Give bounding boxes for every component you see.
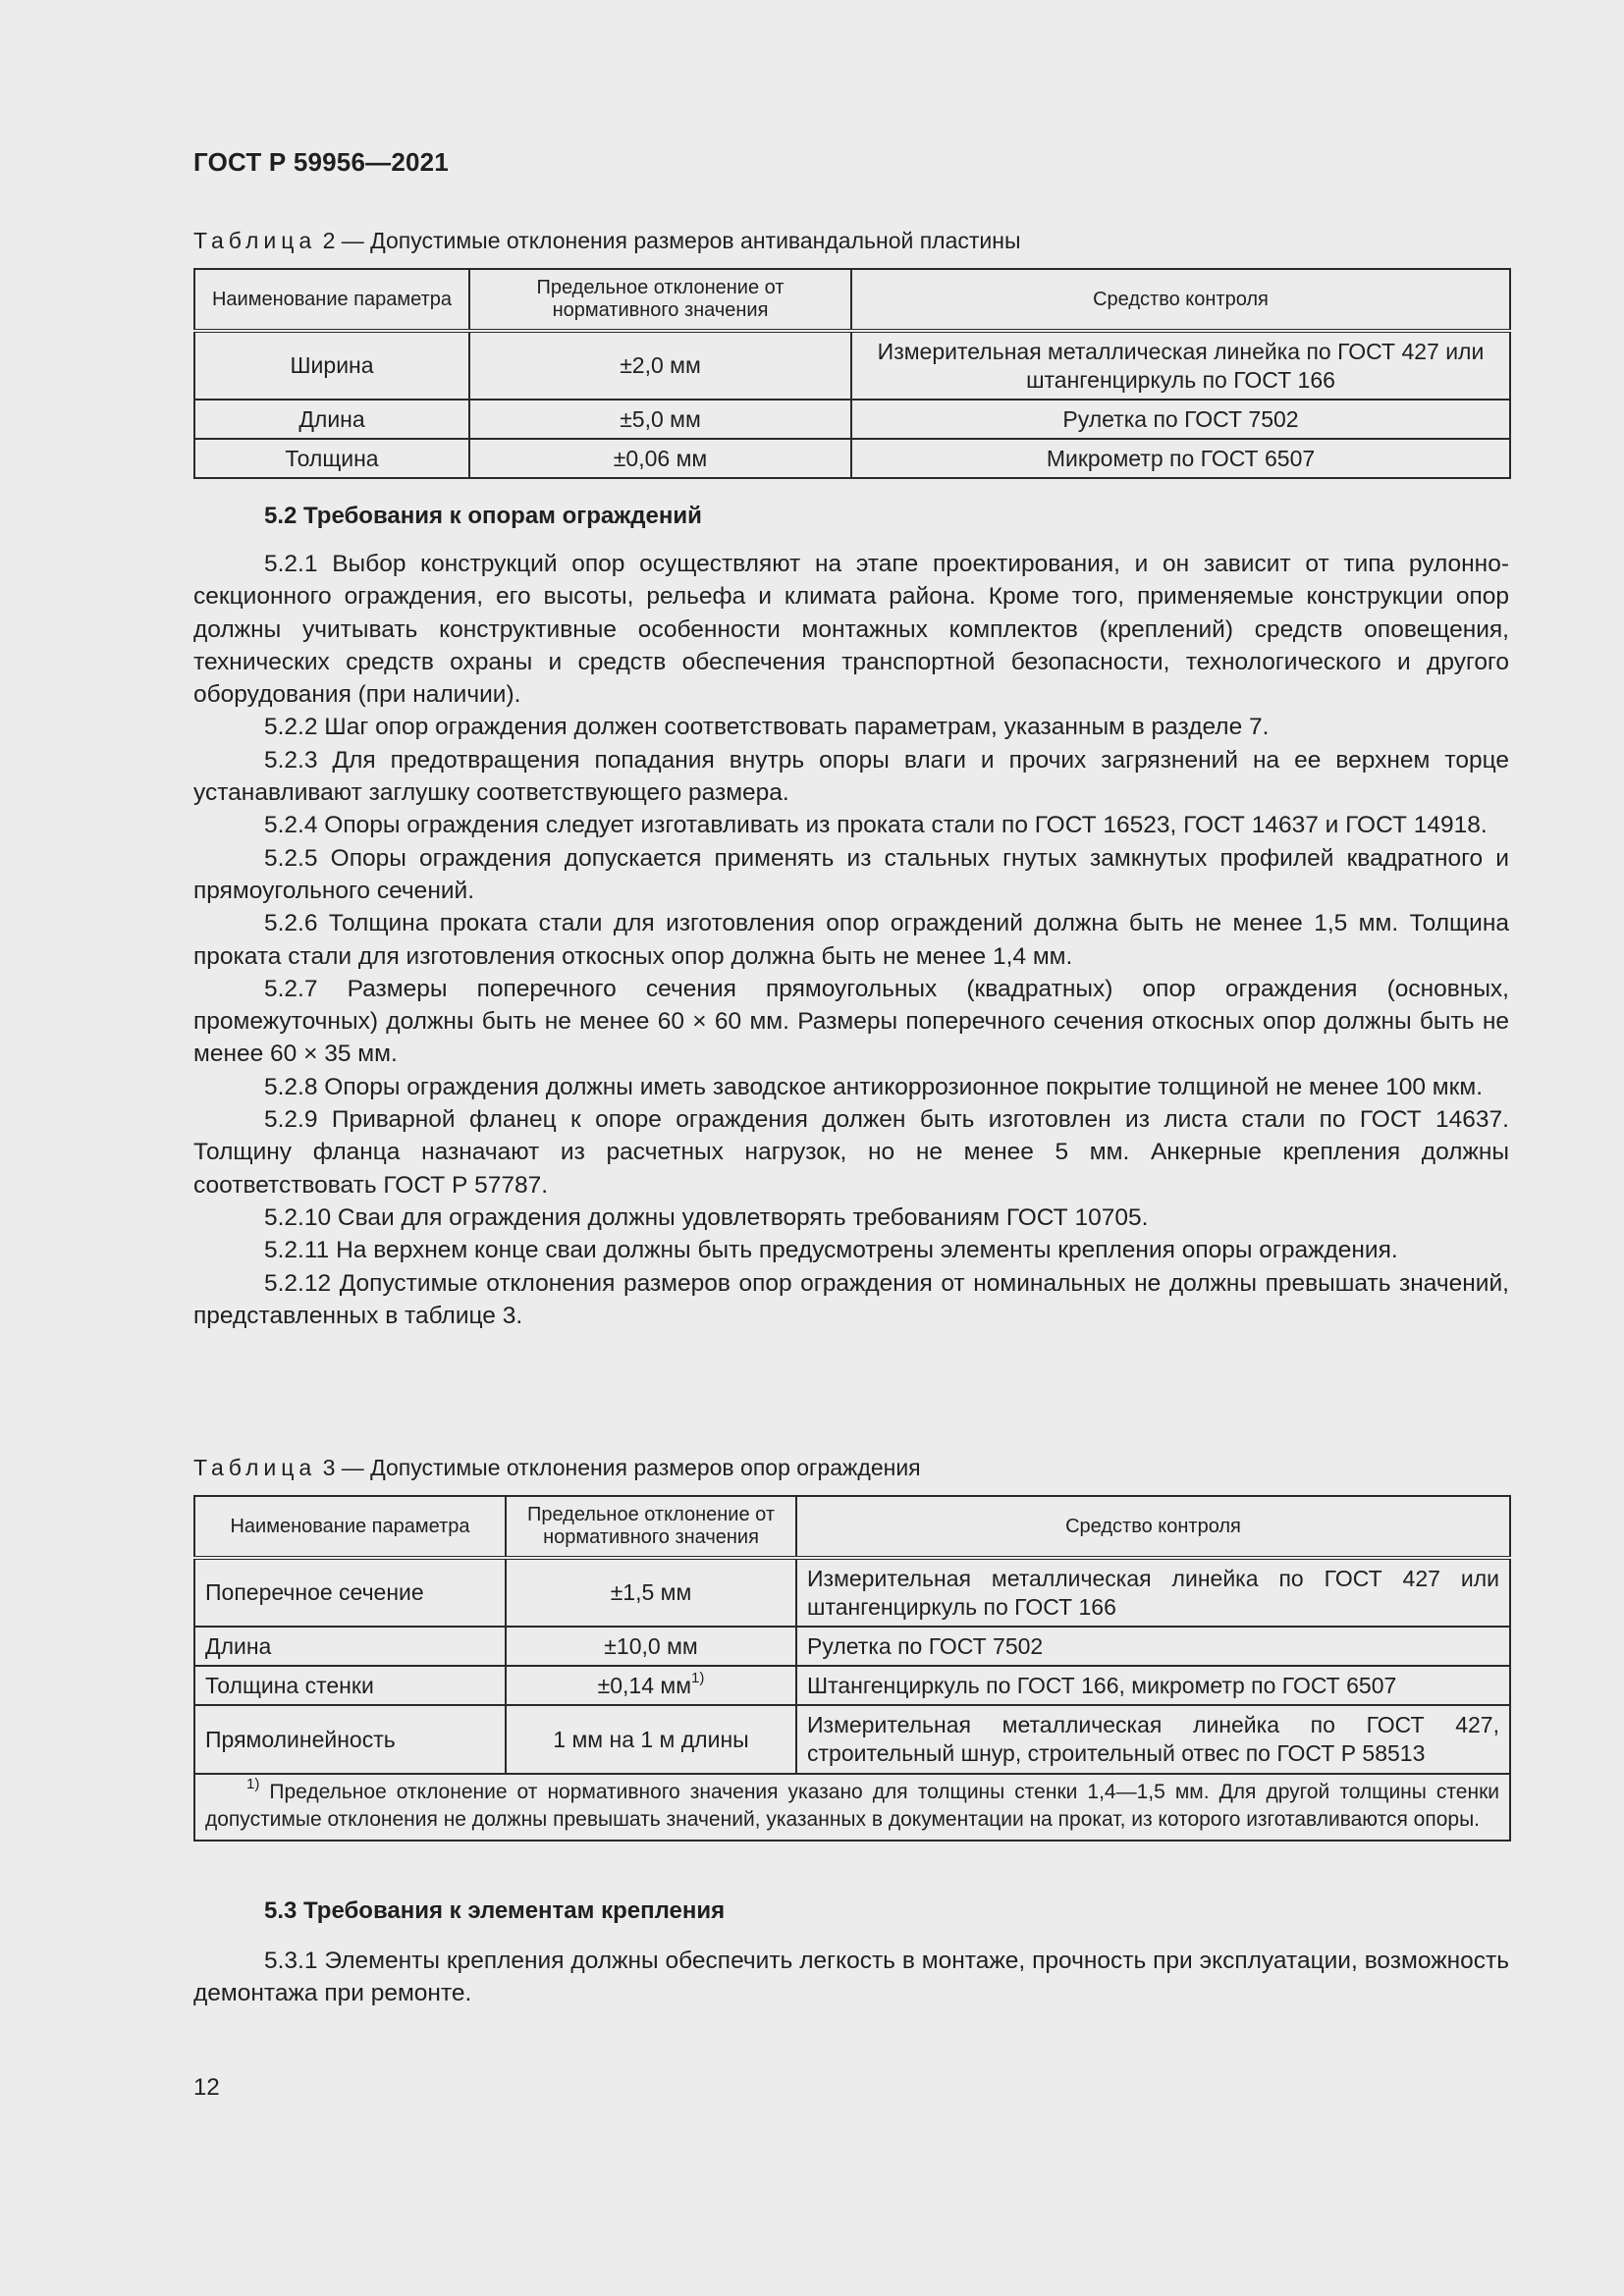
table3-header-param: Наименование параметра <box>194 1496 506 1558</box>
table2-cell: ±2,0 мм <box>469 331 851 400</box>
table3-header-control: Средство контроля <box>796 1496 1510 1558</box>
paragraph: 5.2.4 Опоры ограждения следует изготавливать из проката стали по ГОСТ 16523, ГОСТ 14637 и ГОСТ 14918. <box>264 812 1488 839</box>
table3-caption-text: 3 — Допустимые отклонения размеров опор ограждения <box>316 1455 921 1480</box>
section-5-2-heading: 5.2 Требования к опорам ограждений <box>264 503 702 529</box>
table2-caption-text: 2 — Допустимые отклонения размеров антивандальной пластины <box>316 228 1021 253</box>
page-number: 12 <box>193 2074 220 2101</box>
table2-cell: Микрометр по ГОСТ 6507 <box>851 439 1510 478</box>
table2-cell: ±5,0 мм <box>469 400 851 439</box>
table-row <box>194 439 1510 478</box>
table3-footnote <box>194 1774 1510 1841</box>
table2 <box>193 268 1511 479</box>
table3-cell: ±10,0 мм <box>506 1627 796 1666</box>
paragraph: 5.2.11 На верхнем конце сваи должны быть предусмотрены элементы крепления опоры ограждения. <box>264 1237 1398 1264</box>
table3-cell: Длина <box>194 1627 506 1666</box>
table2-header-param: Наименование параметра <box>194 269 469 331</box>
table3-cell: Прямолинейность <box>194 1705 506 1774</box>
table2-cell: ±0,06 мм <box>469 439 851 478</box>
table3-caption-prefix: Таблица <box>193 1455 317 1480</box>
table2-cell: Длина <box>194 400 469 439</box>
table2-header-control: Средство контроля <box>851 269 1510 331</box>
section-5-2-body <box>193 548 1509 1332</box>
table2-caption-prefix: Таблица <box>193 228 317 253</box>
table3-cell: Рулетка по ГОСТ 7502 <box>796 1627 1510 1666</box>
paragraph: 5.2.12 Допустимые отклонения размеров опор ограждения от номинальных не должны превышать значений, представленных в таблице 3. <box>193 1269 1509 1329</box>
table2-cell: Ширина <box>194 331 469 400</box>
table-row <box>194 1666 1510 1705</box>
paragraph: 5.2.5 Опоры ограждения допускается применять из стальных гнутых замкнутых профилей квадратного и прямоугольного сечений. <box>193 844 1509 904</box>
table-footnote-row <box>194 1774 1510 1841</box>
document-code: ГОСТ Р 59956—2021 <box>193 147 449 177</box>
section-5-3-heading: 5.3 Требования к элементам крепления <box>264 1897 726 1924</box>
table3-header-deviation: Предельное отклонение от нормативного значения <box>506 1496 796 1558</box>
table-row <box>194 1627 1510 1666</box>
table3-caption <box>193 1455 921 1481</box>
table-row <box>194 1558 1510 1627</box>
paragraph: 5.2.2 Шаг опор ограждения должен соответствовать параметрам, указанным в разделе 7. <box>264 714 1270 741</box>
table-row <box>194 400 1510 439</box>
section-5-3-body <box>193 1945 1509 2010</box>
table3 <box>193 1495 1511 1842</box>
table-row <box>194 331 1510 400</box>
paragraph: 5.2.8 Опоры ограждения должны иметь заводское антикоррозионное покрытие толщиной не менее 100 мкм. <box>264 1073 1484 1100</box>
table3-cell: ±1,5 мм <box>506 1558 796 1627</box>
table3-cell: Поперечное сечение <box>194 1558 506 1627</box>
table3-cell <box>506 1666 796 1705</box>
table2-cell: Измерительная металлическая линейка по ГОСТ 427 или штангенциркуль по ГОСТ 166 <box>851 331 1510 400</box>
paragraph: 5.2.3 Для предотвращения попадания внутрь опоры влаги и прочих загрязнений на ее верхнем торце устанавливают заглушку соответствующего размера. <box>193 746 1509 807</box>
paragraph: 5.2.7 Размеры поперечного сечения прямоугольных (квадратных) опор ограждения (основных, промежуточных) должны быть не менее 60 × 60 мм. Размеры поперечного сечения откосных опор должны быть не менее 60 × 35 мм. <box>193 975 1509 1068</box>
table-row <box>194 1705 1510 1774</box>
footnote-ref: 1) <box>691 1669 705 1686</box>
table3-cell: Толщина стенки <box>194 1666 506 1705</box>
paragraph: 5.2.10 Сваи для ограждения должны удовлетворять требованиям ГОСТ 10705. <box>264 1203 1149 1231</box>
table3-cell: Измерительная металлическая линейка по ГОСТ 427, строительный шнур, строительный отвес по ГОСТ Р 58513 <box>796 1705 1510 1774</box>
table2-cell: Рулетка по ГОСТ 7502 <box>851 400 1510 439</box>
paragraph: 5.3.1 Элементы крепления должны обеспечить легкость в монтаже, прочность при эксплуатации, возможность демонтажа при ремонте. <box>193 1948 1509 2007</box>
table2-header-deviation: Предельное отклонение от нормативного значения <box>469 269 851 331</box>
table3-cell: Измерительная металлическая линейка по ГОСТ 427 или штангенциркуль по ГОСТ 166 <box>796 1558 1510 1627</box>
table2-caption <box>193 228 1021 254</box>
paragraph: 5.2.6 Толщина проката стали для изготовления опор ограждений должна быть не менее 1,5 мм. Толщина проката стали для изготовления откосных опор должна быть не менее 1,4 мм. <box>193 910 1509 970</box>
paragraph: 5.2.9 Приварной фланец к опоре ограждения должен быть изготовлен из листа стали по ГОСТ 14637. Толщину фланца назначают из расчетных нагрузок, но не менее 5 мм. Анкерные крепления должны соответствовать ГОСТ Р 57787. <box>193 1106 1509 1199</box>
table2-cell: Толщина <box>194 439 469 478</box>
document-page <box>193 0 1509 2296</box>
table3-cell: 1 мм на 1 м длины <box>506 1705 796 1774</box>
table3-cell: Штангенциркуль по ГОСТ 166, микрометр по ГОСТ 6507 <box>796 1666 1510 1705</box>
paragraph: 5.2.1 Выбор конструкций опор осуществляют на этапе проектирования, и он зависит от типа рулонно-секционного ограждения, его высоты, рельефа и климата района. Кроме того, применяемые конструкции опор должны учитывать конструктивные особенности монтажных комплектов (креплений) средств оповещения, технических средств охраны и средств обеспечения транспортной безопасности, технологического и другого оборудования (при наличии). <box>193 551 1509 709</box>
table3-cell-value: ±0,14 мм <box>597 1672 692 1698</box>
footnote-mark: 1) <box>246 1776 260 1792</box>
footnote-text: Предельное отклонение от нормативного значения указано для толщины стенки 1,4—1,5 мм. Для другой толщины стенки допустимые отклонения не должны превышать значений, указанных в документации на прокат, из которого изготавливаются опоры. <box>205 1781 1499 1831</box>
